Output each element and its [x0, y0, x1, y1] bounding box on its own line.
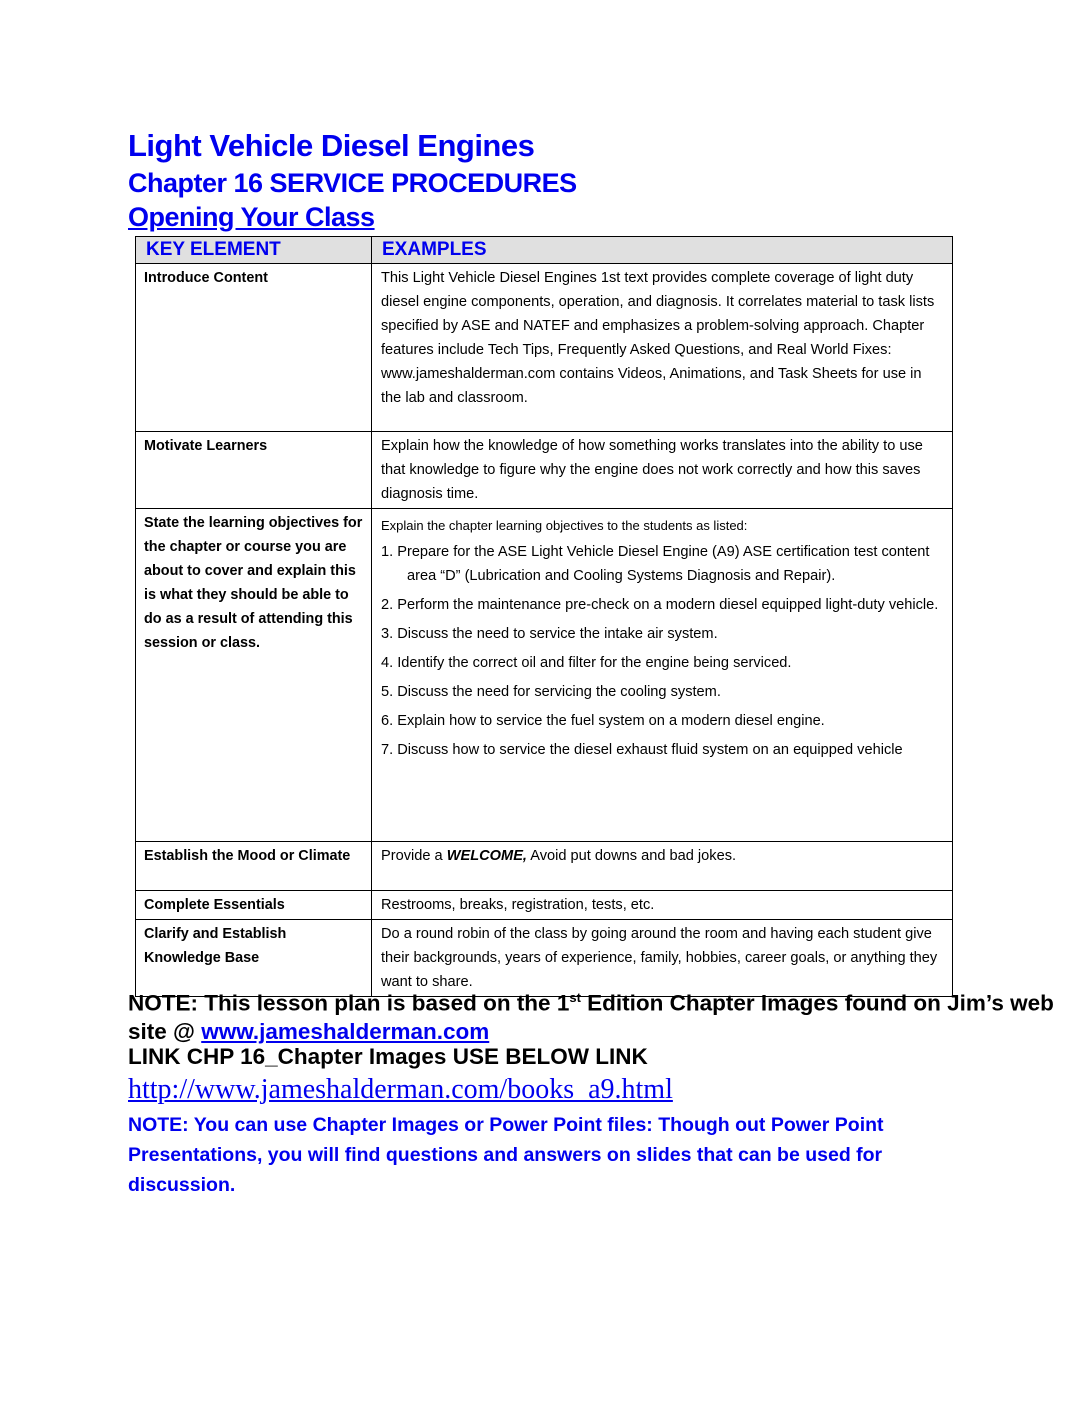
document-title: Light Vehicle Diesel Engines: [128, 128, 535, 163]
key-element-cell: State the learning objectives for the chapter or course you are about to cover and explain this is what they should be able to do as a result of attending this session or class.: [136, 509, 372, 842]
objective-item: 7. Discuss how to service the diesel exhaust fluid system on an equipped vehicle: [381, 742, 903, 758]
example-cell: This Light Vehicle Diesel Engines 1st text provides complete coverage of light duty diesel engine components, operation, and diagnosis. It correlates material to task lists specified by ASE and NATEF and emphasizes a problem-solving approach. Chapter features include Tech Tips, Frequently Asked Questions, and Real World Fixes: www.jameshalderman.com contains Videos, Animations, and Task Sheets for use in the lab and classroom.: [372, 264, 953, 432]
note-text: Edition Chapter Images found on Jim’s web site @: [128, 990, 1054, 1044]
objectives-intro: Explain the chapter learning objectives to the students as listed:: [381, 518, 748, 533]
example-cell: Explain how the knowledge of how something works translates into the ability to use that knowledge to figure why the engine does not work correctly and how this saves diagnosis time.: [372, 432, 953, 509]
superscript: st: [569, 990, 581, 1005]
example-cell: [372, 509, 953, 842]
text: Avoid put downs and bad jokes.: [526, 848, 737, 864]
key-element-cell: Clarify and Establish Knowledge Base: [136, 920, 372, 997]
objective-item: 3. Discuss the need to service the intake air system.: [381, 626, 718, 642]
objective-item: 5. Discuss the need for servicing the cooling system.: [381, 684, 721, 700]
powerpoint-note: NOTE: You can use Chapter Images or Power Point files: Though out Power Point Presentations, you will find questions and answers on slides that can be used for discussion.: [128, 1114, 884, 1196]
link-label: LINK CHP 16_Chapter Images USE BELOW LINK: [128, 1044, 648, 1069]
website-link[interactable]: www.jameshalderman.com: [201, 1018, 490, 1044]
table-header-row: [136, 237, 953, 264]
section-heading: Opening Your Class: [128, 202, 375, 232]
welcome-emphasis: WELCOME,: [446, 848, 527, 864]
objective-item: 4. Identify the correct oil and filter for the engine being serviced.: [381, 655, 792, 671]
edition-note: [128, 984, 1088, 1046]
example-cell: [372, 842, 953, 891]
objective-item: 1. Prepare for the ASE Light Vehicle Diesel Engine (A9) ASE certification test content area “D” (Lubrication and Cooling Systems Diagnosis and Repair).: [381, 544, 930, 584]
chapter-images-link[interactable]: http://www.jameshalderman.com/books_a9.html: [128, 1074, 673, 1105]
key-element-cell: Motivate Learners: [136, 432, 372, 509]
table-row: [136, 432, 953, 509]
table-row: [136, 891, 953, 920]
objective-item: 6. Explain how to service the fuel system on a modern diesel engine.: [381, 713, 825, 729]
column-header-key-element: KEY ELEMENT: [136, 237, 372, 264]
text: Provide a: [381, 848, 447, 864]
objective-item: 2. Perform the maintenance pre-check on a modern diesel equipped light-duty vehicle.: [381, 597, 939, 613]
objectives-list: [381, 540, 944, 762]
example-cell: Restrooms, breaks, registration, tests, etc.: [372, 891, 953, 920]
table-row: [136, 509, 953, 842]
key-element-cell: Introduce Content: [136, 264, 372, 432]
chapter-heading: Chapter 16 SERVICE PROCEDURES: [128, 168, 577, 198]
table-row: [136, 264, 953, 432]
lesson-table: [135, 236, 953, 997]
table-row: [136, 842, 953, 891]
example-cell: Do a round robin of the class by going around the room and having each student give their backgrounds, years of experience, family, hobbies, career goals, or anything they want to share.: [372, 920, 953, 997]
column-header-examples: EXAMPLES: [372, 237, 953, 264]
note-text: NOTE: This lesson plan is based on the 1: [128, 990, 570, 1016]
key-element-cell: Establish the Mood or Climate: [136, 842, 372, 891]
key-element-cell: Complete Essentials: [136, 891, 372, 920]
